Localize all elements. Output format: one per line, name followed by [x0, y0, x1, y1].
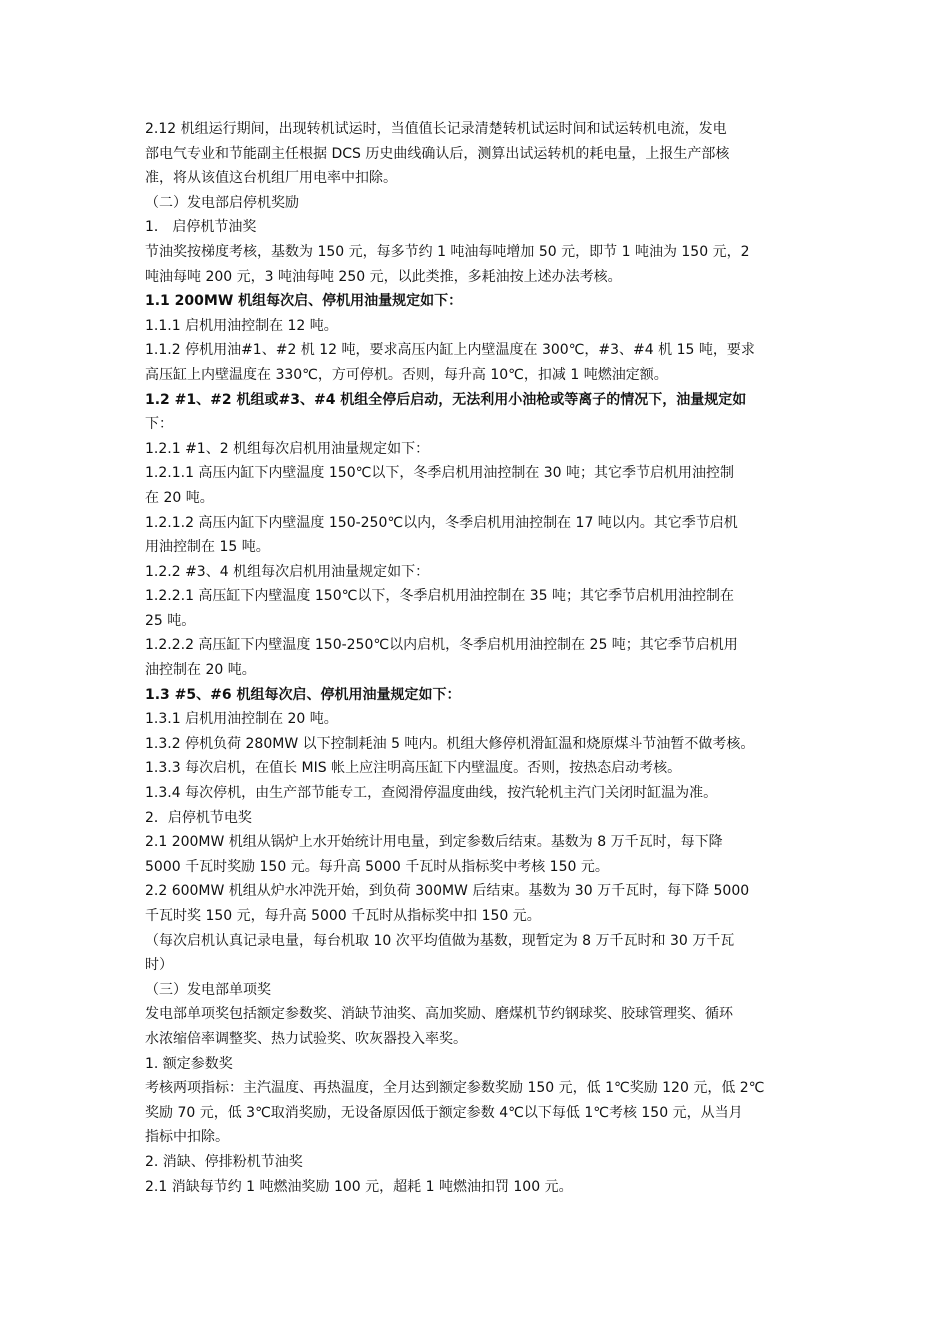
text-line: 准，将从该值这台机组厂用电率中扣除。	[145, 170, 397, 187]
text-line: 1.2.2.2 高压缸下内壁温度 150-250℃以内启机，冬季启机用油控制在 25 吨；其它季节启机用	[145, 637, 738, 654]
text-line: 时）	[145, 957, 173, 974]
text-line: 用油控制在 15 吨。	[145, 539, 270, 556]
clause-heading: 1.2 #1、#2 机组或#3、#4 机组全停后启动，无法利用小油枪或等离子的情况下，油量规定如	[145, 391, 747, 408]
text-line: 下：	[145, 416, 173, 433]
text-line: 1.2.1.1 高压内缸下内壁温度 150℃以下，冬季启机用油控制在 30 吨；其它季节启机用油控制	[145, 465, 735, 482]
text-line: 1.3.1 启机用油控制在 20 吨。	[145, 711, 338, 728]
text-line: 节油奖按梯度考核，基数为 150 元，每多节约 1 吨油每吨增加 50 元，即节 1 吨油为 150 元，2	[145, 243, 750, 260]
text-line: 考核两项指标：主汽温度、再热温度，全月达到额定参数奖励 150 元，低 1℃奖励 120 元，低 2℃	[145, 1080, 765, 1097]
clause-heading: 1.1 200MW 机组每次启、停机用油量规定如下：	[145, 293, 463, 310]
text-line: 水浓缩倍率调整奖、热力试验奖、吹灰器投入率奖。	[145, 1030, 467, 1047]
text-line: 1.2.1 #1、2 机组每次启机用油量规定如下：	[145, 440, 430, 457]
text-line: 1.2.2.1 高压缸下内壁温度 150℃以下，冬季启机用油控制在 35 吨；其它季节启机用油控制在	[145, 588, 735, 605]
text-line: 1.3.3 每次启机，在值长 MIS 帐上应注明高压缸下内壁温度。否则，按热态启动考核。	[145, 760, 682, 777]
subsection-heading: 1． 启停机节油奖	[145, 219, 257, 236]
text-line: 1.2.1.2 高压内缸下内壁温度 150-250℃以内，冬季启机用油控制在 17 吨以内。其它季节启机	[145, 514, 738, 531]
text-line: 高压缸上内壁温度在 330℃，方可停机。否则，每升高 10℃，扣减 1 吨燃油定额。	[145, 366, 668, 383]
text-line: 1.1.2 停机用油#1、#2 机 12 吨，要求高压内缸上内壁温度在 300℃，#3、#4 机 15 吨，要求	[145, 342, 755, 359]
text-line: 25 吨。	[145, 612, 196, 629]
text-line: 2.2 600MW 机组从炉水冲洗开始，到负荷 300MW 后结束。基数为 30 万千瓦时，每下降 5000	[145, 883, 750, 900]
text-line: 1.2.2 #3、4 机组每次启机用油量规定如下：	[145, 563, 430, 580]
document-body	[145, 117, 810, 1199]
section-heading: （三）发电部单项奖	[145, 981, 271, 998]
text-line: 千瓦时奖 150 元，每升高 5000 千瓦时从指标奖中扣 150 元。	[145, 908, 541, 924]
text-line: （每次启机认真记录电量，每台机取 10 次平均值做为基数，现暂定为 8 万千瓦时和 30 万千瓦	[145, 932, 735, 949]
section-heading: （二）发电部启停机奖励	[145, 194, 299, 211]
text-line: 吨油每吨 200 元，3 吨油每吨 250 元，以此类推，多耗油按上述办法考核。	[145, 268, 622, 285]
text-line: 部电气专业和节能副主任根据 DCS 历史曲线确认后，测算出试运转机的耗电量，上报生产部核	[145, 145, 730, 162]
subsection-heading: 2．启停机节电奖	[145, 809, 252, 826]
text-line: 2.12 机组运行期间，出现转机试运时，当值值长记录清楚转机试运时间和试运转机电流，发电	[145, 121, 727, 137]
subsection-heading: 2. 消缺、停排粉机节油奖	[145, 1153, 303, 1170]
text-line: 发电部单项奖包括额定参数奖、消缺节油奖、高加奖励、磨煤机节约钢球奖、胶球管理奖、循环	[145, 1006, 733, 1023]
text-line: 1.3.4 每次停机，由生产部节能专工，查阅滑停温度曲线，按汽轮机主汽门关闭时缸温为准。	[145, 785, 718, 802]
text-line: 2.1 200MW 机组从锅炉上水开始统计用电量，到定参数后结束。基数为 8 万千瓦时，每下降	[145, 834, 723, 851]
subsection-heading: 1. 额定参数奖	[145, 1055, 233, 1072]
text-line: 1.1.1 启机用油控制在 12 吨。	[145, 317, 338, 334]
clause-heading: 1.3 #5、#6 机组每次启、停机用油量规定如下：	[145, 686, 461, 703]
text-line: 1.3.2 停机负荷 280MW 以下控制耗油 5 吨内。机组大修停机滑缸温和烧原煤斗节油暂不做考核。	[145, 735, 755, 752]
text-line: 在 20 吨。	[145, 489, 214, 506]
text-line: 2.1 消缺每节约 1 吨燃油奖励 100 元，超耗 1 吨燃油扣罚 100 元。	[145, 1178, 573, 1195]
text-line: 5000 千瓦时奖励 150 元。每升高 5000 千瓦时从指标奖中考核 150 元。	[145, 858, 609, 875]
text-line: 指标中扣除。	[145, 1129, 229, 1146]
text-line: 奖励 70 元，低 3℃取消奖励，无设备原因低于额定参数 4℃以下每低 1℃考核 150 元，从当月	[145, 1104, 743, 1121]
text-line: 油控制在 20 吨。	[145, 662, 256, 679]
